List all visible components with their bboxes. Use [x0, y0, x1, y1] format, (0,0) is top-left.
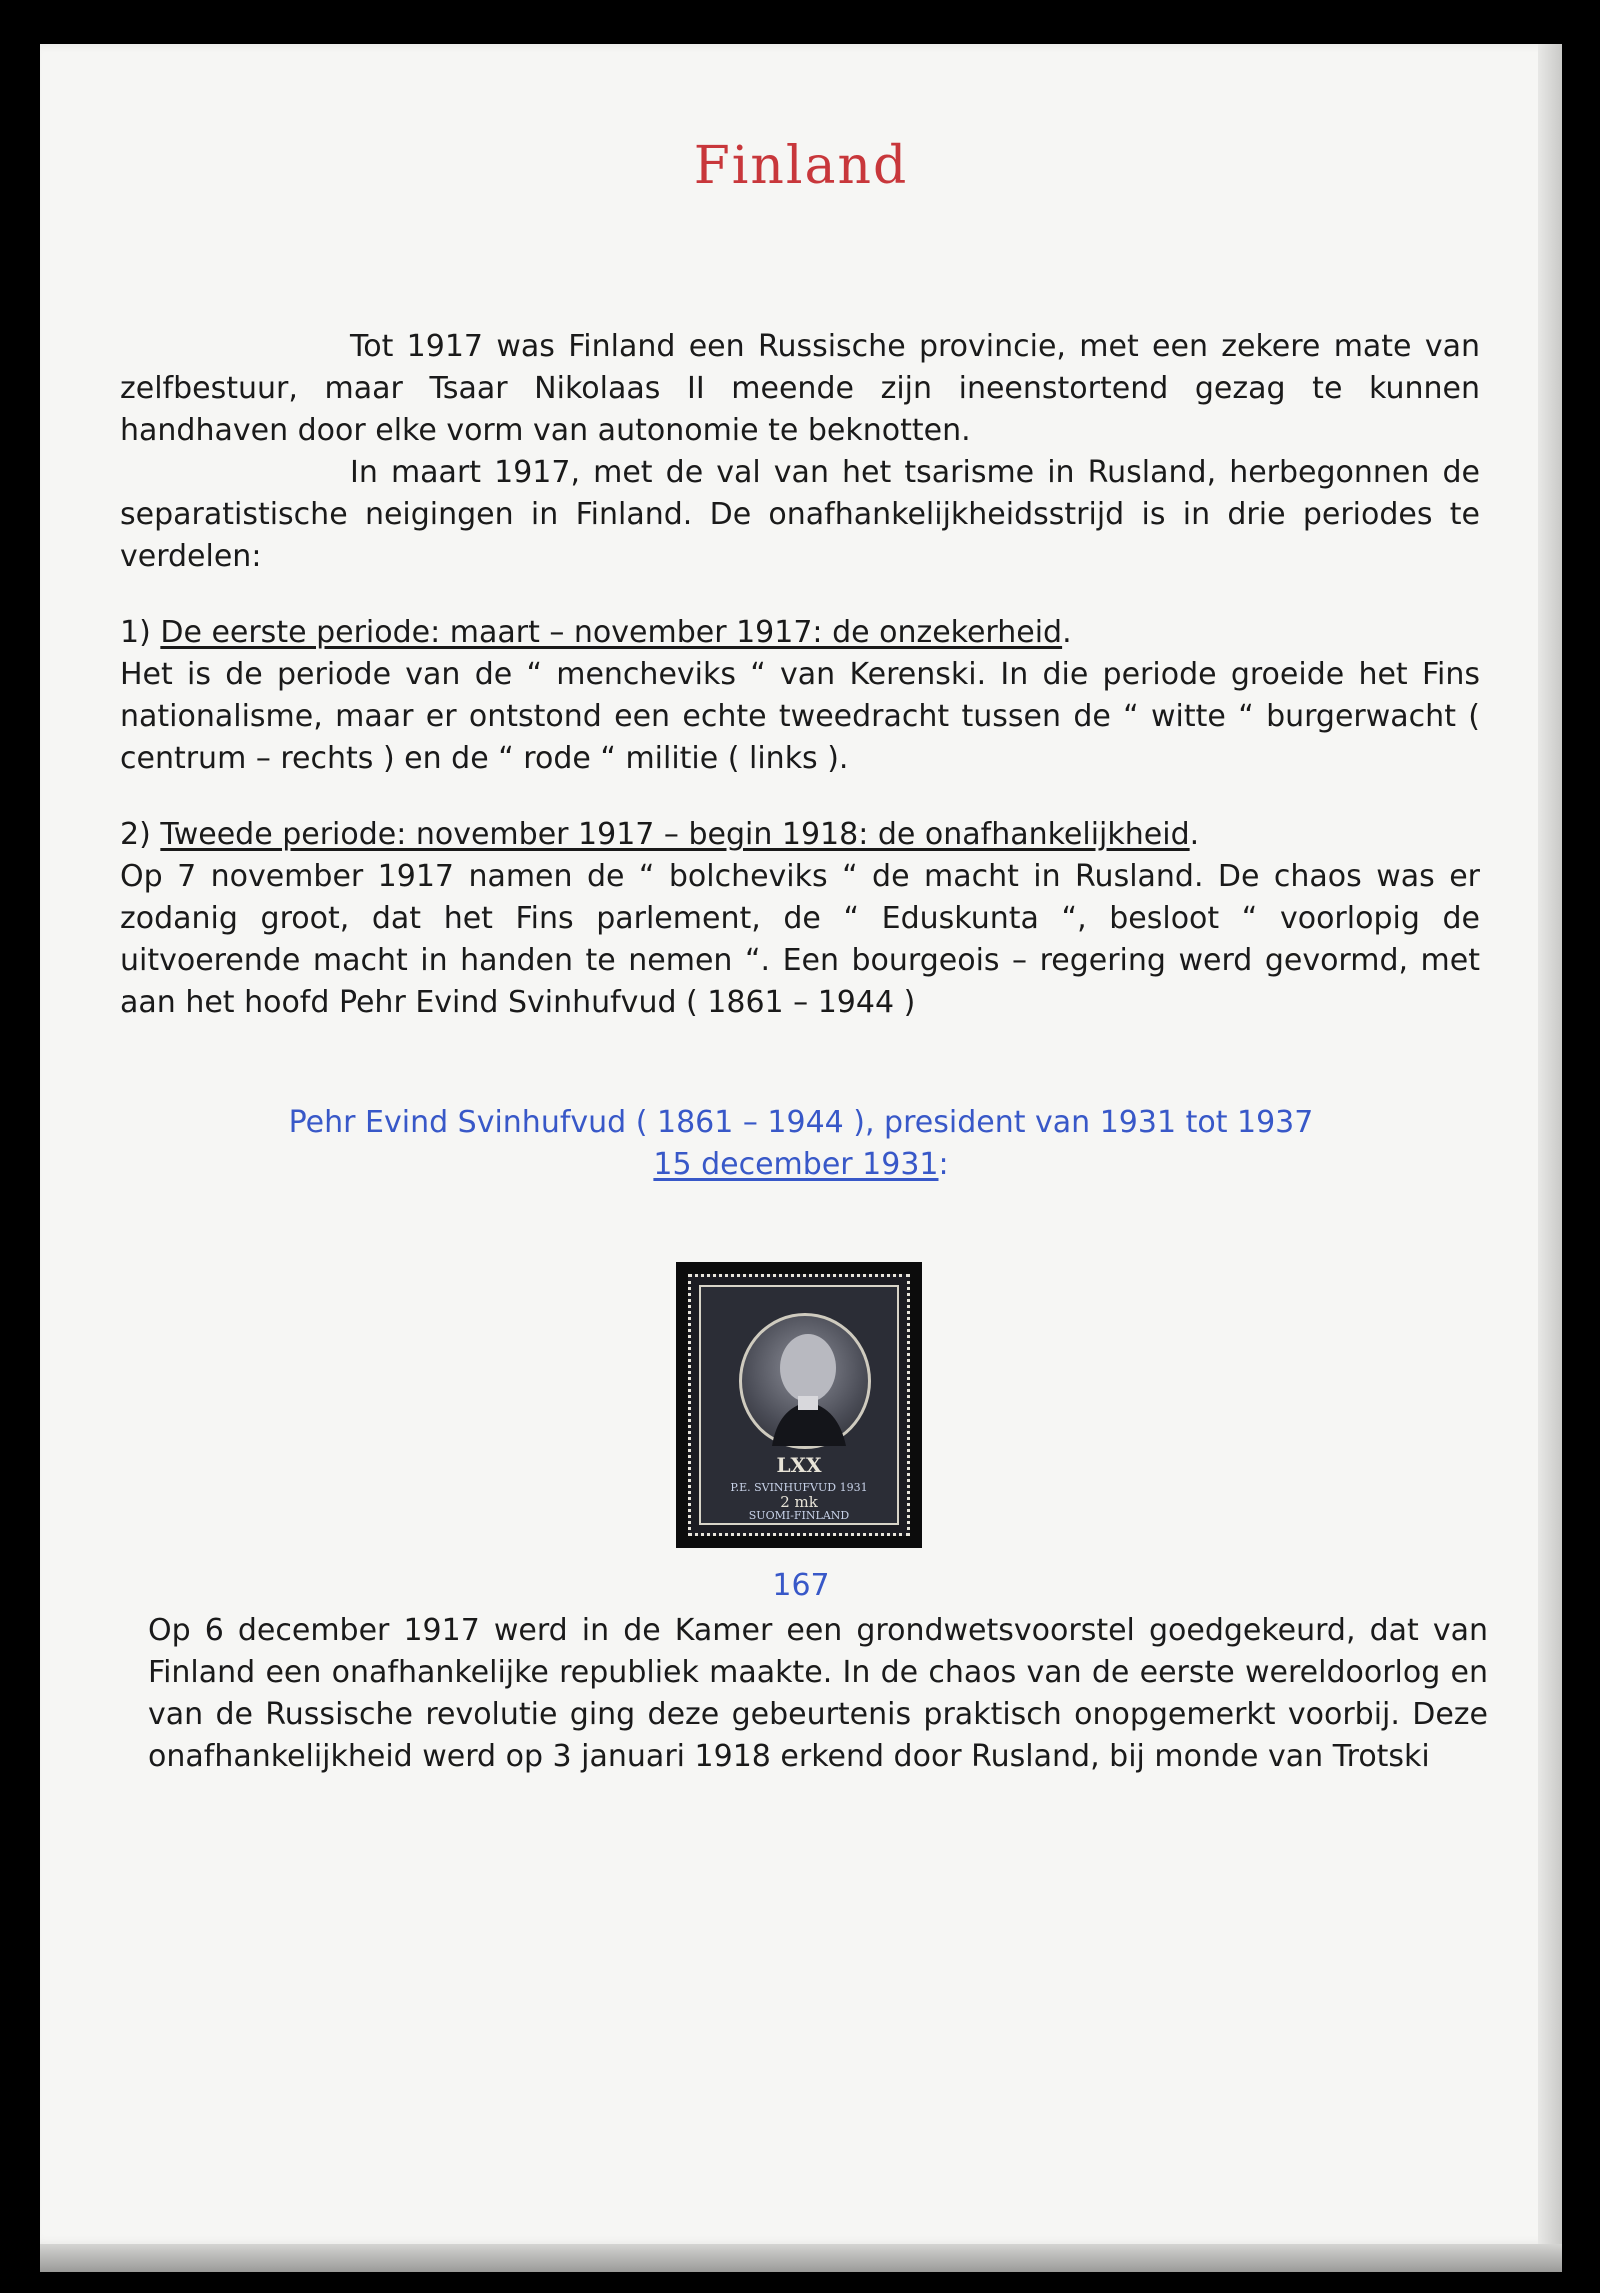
stamp-band	[707, 1481, 891, 1523]
period1-heading-text: De eerste periode: maart – november 1917: de onzekerheid	[160, 615, 1063, 650]
stamp-image	[688, 1274, 910, 1536]
album-page	[40, 44, 1562, 2244]
stamp-value: 2 mk	[780, 1493, 818, 1511]
intro-paragraph-1: Tot 1917 was Finland een Russische provincie, met een zekere mate van zelfbestuur, maar Tsaar Nikolaas II meende zijn ineenstortend gezag te kunnen handhaven door elke vorm van autonomie te beknotten.	[120, 329, 1480, 448]
period1-number: 1)	[120, 615, 151, 650]
caption-line-1: Pehr Evind Svinhufvud ( 1861 – 1944 ), president van 1931 tot 1937	[288, 1105, 1314, 1140]
page-title: Finland	[693, 136, 909, 196]
period1-heading: 1) De eerste periode: maart – november 1917: de onzekerheid.	[120, 615, 1072, 650]
stamp-frame	[699, 1285, 899, 1525]
period2-heading: 2) Tweede periode: november 1917 – begin 1918: de onafhankelijkheid.	[120, 817, 1200, 852]
stamp-overprint: LXX	[776, 1453, 822, 1477]
period2-heading-text: Tweede periode: november 1917 – begin 1918: de onafhankelijkheid	[160, 817, 1190, 852]
stamp-caption	[40, 1102, 1562, 1186]
caption-colon: :	[938, 1147, 949, 1182]
stamp-name-line: P.E. SVINHUFVUD 1931	[730, 1481, 868, 1494]
portrait-cameo	[739, 1313, 871, 1449]
album-bottom-strip	[40, 2244, 1562, 2272]
caption-date-line	[40, 1144, 1562, 1186]
caption-date: 15 december 1931	[653, 1147, 939, 1182]
period2-number: 2)	[120, 817, 151, 852]
stamp-catalog-number: 167	[772, 1568, 830, 1603]
portrait-icon	[742, 1316, 868, 1446]
period1-text: Het is de periode van de “ mencheviks “ van Kerenski. In die periode groeide het Fins nationalisme, maar er ontstond een echte tweedracht tussen de “ witte “ burgerwacht ( centrum – rechts ) en de “ rode “ militie ( links ).	[120, 657, 1480, 776]
stamp-mount	[676, 1262, 922, 1548]
period2-text: Op 7 november 1917 namen de “ bolcheviks “ de macht in Rusland. De chaos was er zodanig groot, dat het Fins parlement, de “ Eduskunta “, besloot “ voorlopig de uitvoerende macht in handen te nemen “. Een bourgeois – regering werd gevormd, met aan het hoofd Pehr Evind Svinhufvud ( 1861 – 1944 )	[120, 859, 1480, 1020]
closing-section	[148, 1610, 1488, 1778]
stamp-country: SUOMI-FINLAND	[748, 1509, 850, 1522]
intro-section	[120, 326, 1480, 1024]
page-edge	[1538, 44, 1562, 2244]
closing-paragraph: Op 6 december 1917 werd in de Kamer een grondwetsvoorstel goedgekeurd, dat van Finland een onafhankelijke republiek maakte. In de chaos van de eerste wereldoorlog en van de Russische revolutie ging deze gebeurtenis praktisch onopgemerkt voorbij. Deze onafhankelijkheid werd op 3 januari 1918 erkend door Rusland, bij monde van Trotski	[148, 1613, 1488, 1774]
intro-paragraph-2: In maart 1917, met de val van het tsarisme in Rusland, herbegonnen de separatistische neigingen in Finland. De onafhankelijkheidsstrijd is in drie periodes te verdelen:	[120, 455, 1480, 574]
